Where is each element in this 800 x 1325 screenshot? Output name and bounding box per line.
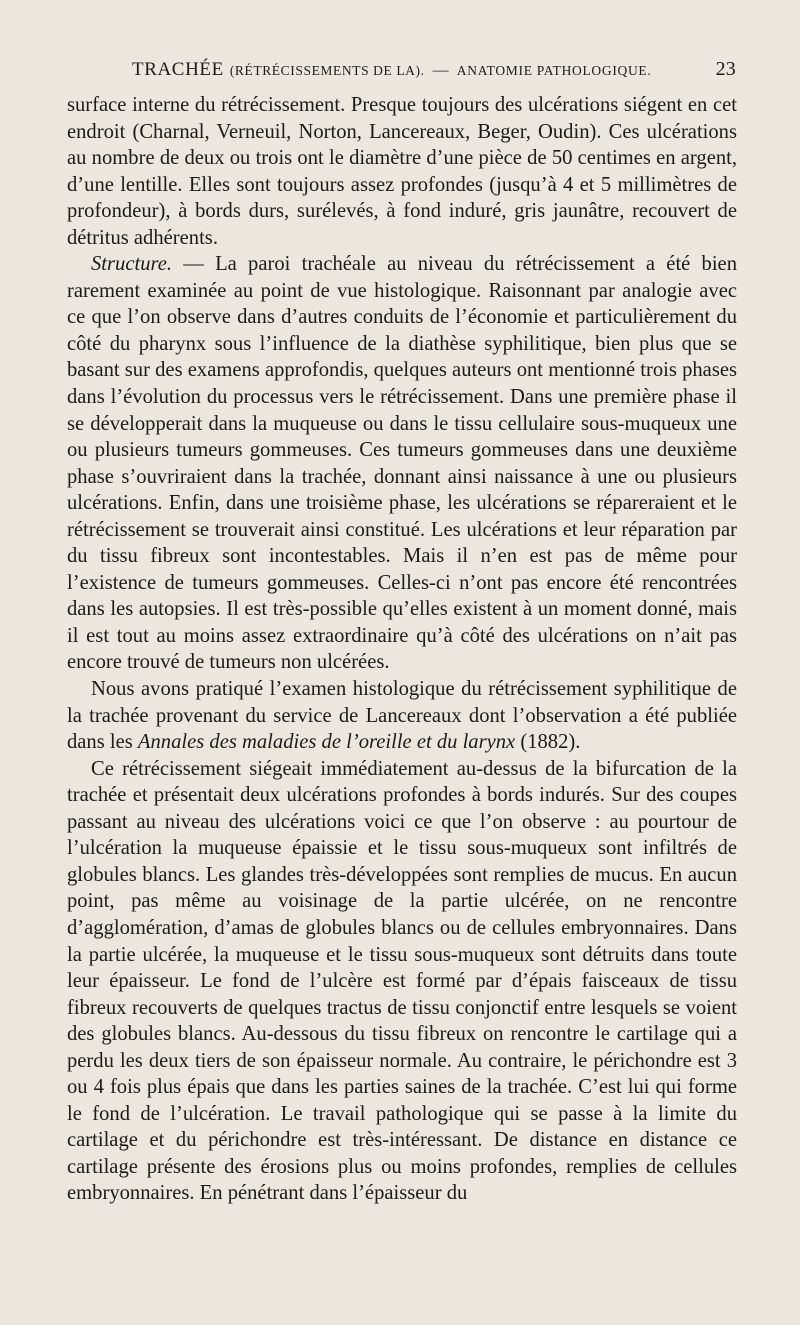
- running-head-section: ANATOMIE PATHOLOGIQUE.: [456, 63, 652, 78]
- paragraph-examination-text: Nous avons pratiqué l’examen histologique du rétrécissement syphilitique de la trachée provenant du service de Lancereaux dont l’observation a été publiée dans les: [67, 678, 737, 754]
- body-text: [67, 92, 737, 1207]
- paragraph-structure-text: — La paroi trachéale au niveau du rétrécissement a été bien rarement examinée au point de vue histologique. Raisonnant par analogie avec ce que l’on observe dans d’autres conduits de l’économie et particulièrement du côté du pharynx sous l’influence de la diathèse syphilitique, bien plus que se basant sur des examens approfondis, quelques auteurs ont mentionné trois phases dans l’évolution du processus vers le rétrécissement. Dans une première phase il se développerait dans la muqueuse ou dans le tissu cellulaire sous-muqueux une ou plusieurs tumeurs gommeuses. Ces tumeurs gommeuses dans une deuxième phase s’ouvriraient dans la trachée, donnant ainsi naissance à une ou plusieurs ulcérations. Enfin, dans une troisième phase, les ulcérations se répareraient et le rétrécissement se trouverait ainsi constitué. Les ulcérations et leur réparation par du tissu fibreux sont incontestables. Mais il n’en est pas de même pour l’existence de tumeurs gommeuses. Celles-ci n’ont pas encore été rencontrées dans les autopsies. Il est très-possible qu’elles existent à un moment donné, mais il est tout au moins assez extraordinaire qu’à côté des ulcérations on n’ait pas encore trouvé de tumeurs non ulcérées.: [67, 253, 737, 674]
- running-head-separator: —: [432, 62, 449, 79]
- journal-title: Annales des maladies de l’oreille et du larynx: [137, 731, 516, 754]
- running-head: [66, 58, 736, 84]
- paragraph-examination-year: (1882).: [515, 731, 581, 754]
- running-head-subtitle: (RÉTRÉCISSEMENTS DE LA).: [229, 63, 425, 78]
- paragraph-continuation: surface interne du rétrécissement. Presque toujours des ulcérations siégent en cet endroit (Charnal, Verneuil, Norton, Lancereaux, Beger, Oudin). Ces ulcérations au nombre de deux ou trois ont le diamètre d’une pièce de 50 centimes en argent, d’une lentille. Elles sont toujours assez profondes (jusqu’à 4 et 5 millimètres de profondeur), à bords durs, surélevés, à fond induré, gris jaunâtre, recouvert de détritus adhérents.: [67, 94, 737, 249]
- section-heading-structure: Structure.: [91, 253, 173, 276]
- paragraph-structure: [67, 251, 737, 676]
- paragraph-observation: Ce rétrécissement siégeait immédiatement au-dessus de la bifurcation de la trachée et présentait deux ulcérations profondes à bords indurés. Sur des coupes passant au niveau des ulcérations voici ce que l’on observe : au pourtour de l’ulcération la muqueuse épaissie et le tissu sous-muqueux sont infiltrés de globules blancs. Les glandes très-développées sont remplies de mucus. En aucun point, pas même au voisinage de la partie ulcérée, on ne rencontre d’agglomération, d’amas de globules blancs ou de cellules embryonnaires. Dans la partie ulcérée, la muqueuse et le tissu sous-muqueux sont détruits dans toute leur épaisseur. Le fond de l’ulcère est formé par d’épais faisceaux de tissu fibreux recouverts de quelques tractus de tissu conjonctif entre lesquels se voient des globules blancs. Au-dessous du tissu fibreux on rencontre le cartilage qui a perdu les deux tiers de son épaisseur normale. Au contraire, le périchondre est 3 ou 4 fois plus épais que dans les parties saines de la trachée. C’est lui qui forme le fond de l’ulcération. Le travail pathologique qui se passe à la limite du cartilage et du périchondre est très-intéressant. De distance en distance ce cartilage présente des érosions plus ou moins profondes, remplies de cellules embryonnaires. En pénétrant dans l’épaisseur du: [67, 757, 737, 1205]
- paragraph-examination: [67, 676, 737, 756]
- page-number: 23: [715, 58, 736, 80]
- running-head-title: TRACHÉE: [132, 59, 224, 80]
